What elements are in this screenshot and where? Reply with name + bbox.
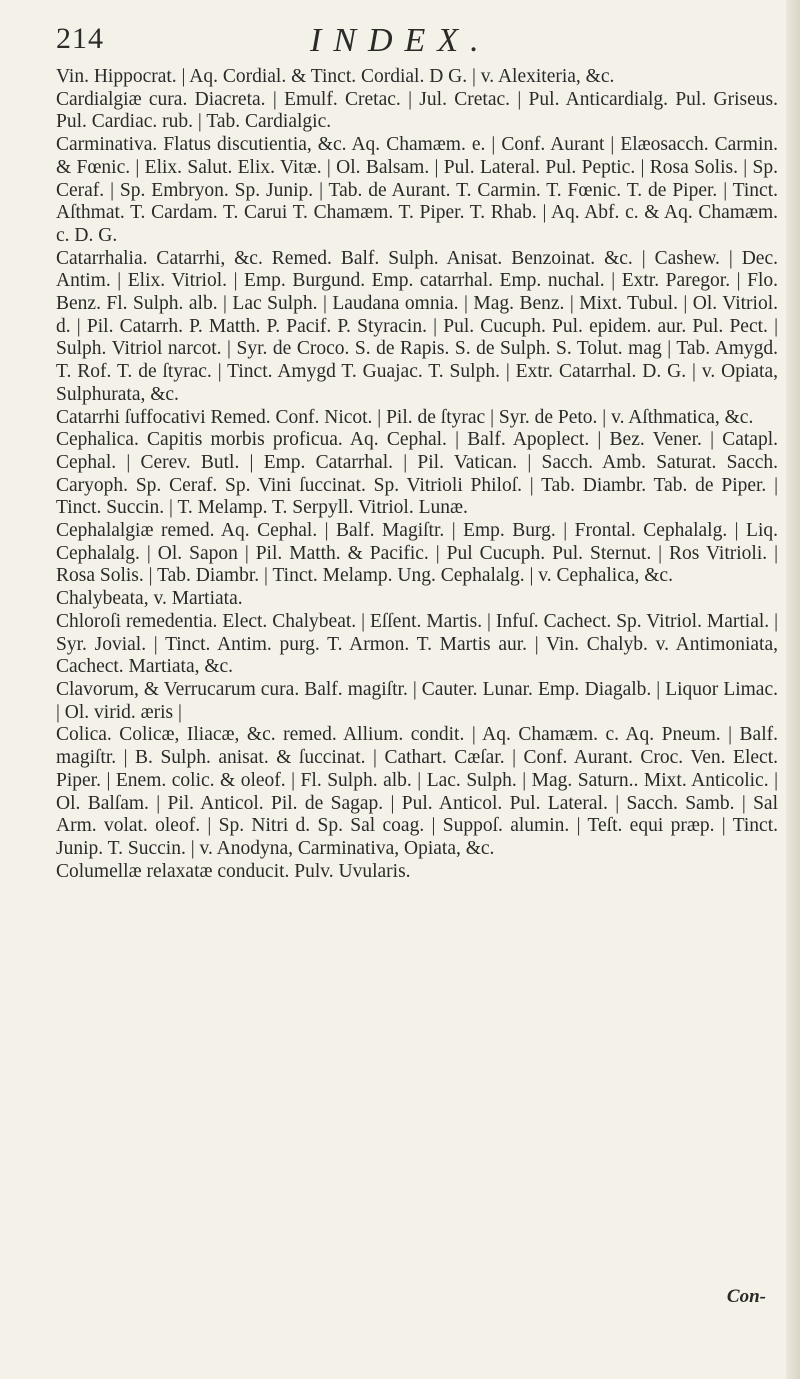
index-entry: Columellæ relaxatæ conducit. Pulv. Uvularis. xyxy=(56,860,411,882)
index-text xyxy=(56,66,778,883)
index-entry: Vin. Hippocrat. | Aq. Cordial. & Tinct. Cordial. D G. | v. Alexiteria, &c. xyxy=(56,66,615,87)
page-edge-shadow xyxy=(786,0,800,1379)
index-entry: Carminativa. Flatus discutientia, &c. Aq. Chamæm. e. | Conf. Aurant | Elæosacch. Carmin. & Fœnic. | Elix. Salut. Elix. Vitæ. | Ol. Balsam. | Pul. Lateral. Pul. Peptic. | Rosa Solis. | Sp. Ceraf. | Sp. Embryon. Sp. Junip. | Tab. de Aurant. T. Carmin. T. Fœnic. T. de Piper. | Tinct. Aſthmat. T. Cardam. T. Carui T. Chamæm. T. Piper. T. Rhab. | Aq. Abf. c. & Aq. Chamæm. c. D. G. xyxy=(56,134,778,246)
index-entry: Chalybeata, v. Martiata. xyxy=(56,588,243,610)
running-head: INDEX. xyxy=(310,22,491,59)
index-entry: Clavorum, & Verrucarum cura. Balf. magiſtr. | Cauter. Lunar. Emp. Diagalb. | Liquor Limac. | Ol. virid. æris | xyxy=(56,678,778,723)
index-entry: Cardialgiæ cura. Diacreta. | Emulf. Cretac. | Jul. Cretac. | Pul. Anticardialg. Pul. Griseus. Pul. Cardiac. rub. | Tab. Cardialgic. xyxy=(56,88,778,133)
index-entry: Catarrhalia. Catarrhi, &c. Remed. Balf. Sulph. Anisat. Benzoinat. &c. | Cashew. | Dec. Antim. | Elix. Vitriol. | Emp. Burgund. Emp. catarrhal. Emp. nuchal. | Extr. Paregor. | Flo. Benz. Fl. Sulph. alb. | Lac Sulph. | Laudana omnia. | Mag. Benz. | Mixt. Tubul. | Ol. Vitriol. d. | Pil. Catarrh. P. Matth. P. Pacif. P. Styracin. | Pul. Cucuph. Pul. epidem. aur. Pul. Pect. | Sulph. Vitriol narcot. | Syr. de Croco. S. de Rapis. S. de Sulph. S. Tolut. mag | Tab. Amygd. T. Rof. T. de ſtyrac. | Tinct. Amygd T. Guajac. T. Sulph. | Extr. Catarrhal. D. G. | v. Opiata, Sulphurata, &c. xyxy=(56,247,778,405)
catchword: Con- xyxy=(726,1286,766,1307)
index-entry: Cephalalgiæ remed. Aq. Cephal. | Balf. Magiſtr. | Emp. Burg. | Frontal. Cephalalg. | Liq. Cephalalg. | Ol. Sapon | Pil. Matth. & Pacific. | Pul Cucuph. Pul. Sternut. | Ros Vitrioli. | Rosa Solis. | Tab. Diambr. | Tinct. Melamp. Ung. Cephalalg. | v. Cephalica, &c. xyxy=(56,520,778,587)
index-entry: Chloroſi remedentia. Elect. Chalybeat. | Eſſent. Martis. | Infuſ. Cachect. Sp. Vitriol. Martial. | Syr. Jovial. | Tinct. Antim. purg. T. Armon. T. Martis aur. | Vin. Chalyb. v. Antimoniata, Cachect. Martiata, &c. xyxy=(56,610,778,678)
page-number: 214 xyxy=(56,22,104,55)
index-entry: Colica. Colicæ, Iliacæ, &c. remed. Allium. condit. | Aq. Chamæm. c. Aq. Pneum. | Balf. magiſtr. | B. Sulph. anisat. & ſuccinat. | Cathart. Cæſar. | Conf. Aurant. Croc. Ven. Elect. Piper. | Enem. colic. & oleof. | Fl. Sulph. alb. | Lac. Sulph. | Mag. Saturn.. Mixt. Anticolic. | Ol. Balſam. | Pil. Anticol. Pil. de Sagap. | Pul. Anticol. Pul. Lateral. | Sacch. Samb. | Sal Arm. volat. oleof. | Sp. Nitri d. Sp. Sal coag. | Suppoſ. alumin. | Teſt. equi præp. | Tinct. Junip. T. Succin. | v. Anodyna, Carminativa, Opiata, &c. xyxy=(56,724,778,859)
index-entry: Catarrhi ſuffocativi Remed. Conf. Nicot. | Pil. de ſtyrac | Syr. de Peto. | v. Aſthmatica, &c. xyxy=(56,406,754,428)
index-entry: Cephalica. Capitis morbis proficua. Aq. Cephal. | Balf. Apoplect. | Bez. Vener. | Catapl. Cephal. | Cerev. Butl. | Emp. Catarrhal. | Pil. Vatican. | Sacch. Amb. Saturat. Sacch. Caryoph. Sp. Ceraf. Sp. Vini ſuccinat. Sp. Vitrioli Philoſ. | Tab. Diambr. Tab. de Piper. | Tinct. Succin. | T. Melamp. T. Serpyll. Vitriol. Lunæ. xyxy=(56,429,778,519)
page-header xyxy=(56,22,774,66)
